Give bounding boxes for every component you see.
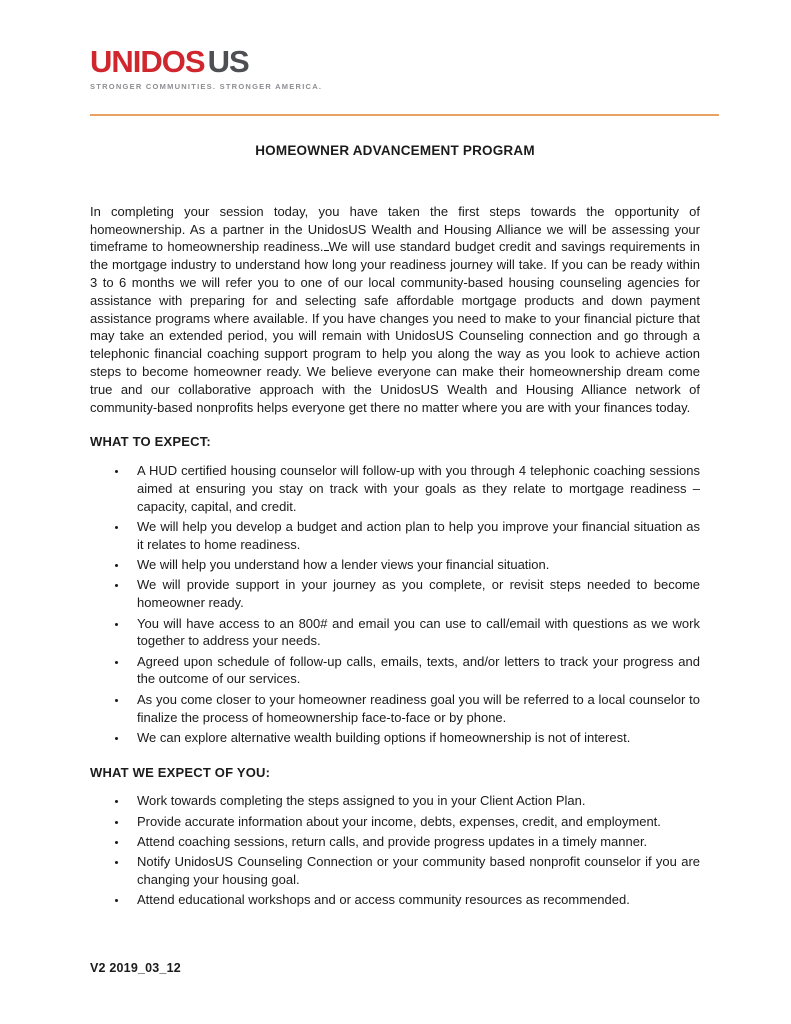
list-item: • We will help you develop a budget and action plan to help you improve your financial situation as it relates to home readiness. [128, 518, 700, 554]
section-what-we-expect-of-you [90, 764, 700, 910]
list-item: • A HUD certified housing counselor will follow-up with you through 4 telephonic coaching sessions aimed at ensuring you stay on track with your goals as they relate to mortgage readiness – capacity, capital, and credit. [128, 462, 700, 515]
list-item: • We can explore alternative wealth building options if homeownership is not of interest. [128, 729, 700, 747]
unidosus-logo [90, 0, 700, 92]
list-item: • We will help you understand how a lender views your financial situation. [128, 556, 700, 574]
list-item: • Notify UnidosUS Counseling Connection or your community based nonprofit counselor if you are changing your housing goal. [128, 853, 700, 889]
bullet-list [90, 462, 700, 746]
logo-word-unidos: UNIDOS [90, 44, 205, 79]
list-item: • We will provide support in your journey as you complete, or revisit steps needed to become homeowner ready. [128, 576, 700, 612]
list-item: • As you come closer to your homeowner readiness goal you will be referred to a local counselor to finalize the process of homeownership face-to-face or by phone. [128, 691, 700, 727]
section-heading: WHAT WE EXPECT OF YOU: [90, 764, 271, 780]
intro-part1: In completing your session today, you have taken the first steps towards the opportunity of homeownership. As a partner in the UnidosUS Wealth and Housing Alliance we will be assessing your timeframe to homeownership readiness. [90, 203, 700, 255]
intro-paragraph [90, 203, 700, 417]
page-title: HOMEOWNER ADVANCEMENT PROGRAM [255, 143, 535, 158]
list-item: • Agreed upon schedule of follow-up calls, emails, texts, and/or letters to track your progress and the outcome of our services. [128, 653, 700, 689]
logo-wordmark [90, 45, 700, 79]
list-item: • Provide accurate information about your income, debts, expenses, credit, and employment. [128, 813, 700, 831]
logo-word-us: US [207, 44, 249, 79]
intro-part2: We will use standard budget credit and savings requirements in the mortgage industry to understand how long your readiness journey will take. If you can be ready within 3 to 6 months we will refer you to one of our local community-based housing counseling agencies for assistance with preparing for and selecting safe affordable mortgage products and down payment assistance programs where available. If you have changes you need to make to your financial picture that may take an extended period, you will remain with UnidosUS Counseling connection and go through a telephonic financial coaching support program to help you along the way as you look to achieve action steps to become homeowner ready. We believe everyone can make their homeownership dream come true and our collaborative approach with the UnidosUS Wealth and Housing Alliance network of community-based nonprofits helps everyone get there no matter where you are with your finances today. [90, 239, 700, 415]
list-item: • You will have access to an 800# and email you can use to call/email with questions as we work together to address your needs. [128, 615, 700, 651]
version-footer: V2 2019_03_12 [90, 961, 181, 975]
list-item: • Work towards completing the steps assigned to you in your Client Action Plan. [128, 792, 700, 810]
bullet-list [90, 792, 700, 909]
list-item: • Attend coaching sessions, return calls, and provide progress updates in a timely manner. [128, 833, 700, 851]
logo-tagline: STRONGER COMMUNITIES. STRONGER AMERICA. [90, 82, 323, 91]
list-item: • Attend educational workshops and or access community resources as recommended. [128, 891, 700, 909]
section-what-to-expect [90, 433, 700, 746]
section-heading: WHAT TO EXPECT: [90, 434, 211, 450]
orange-divider-rule [90, 114, 719, 116]
